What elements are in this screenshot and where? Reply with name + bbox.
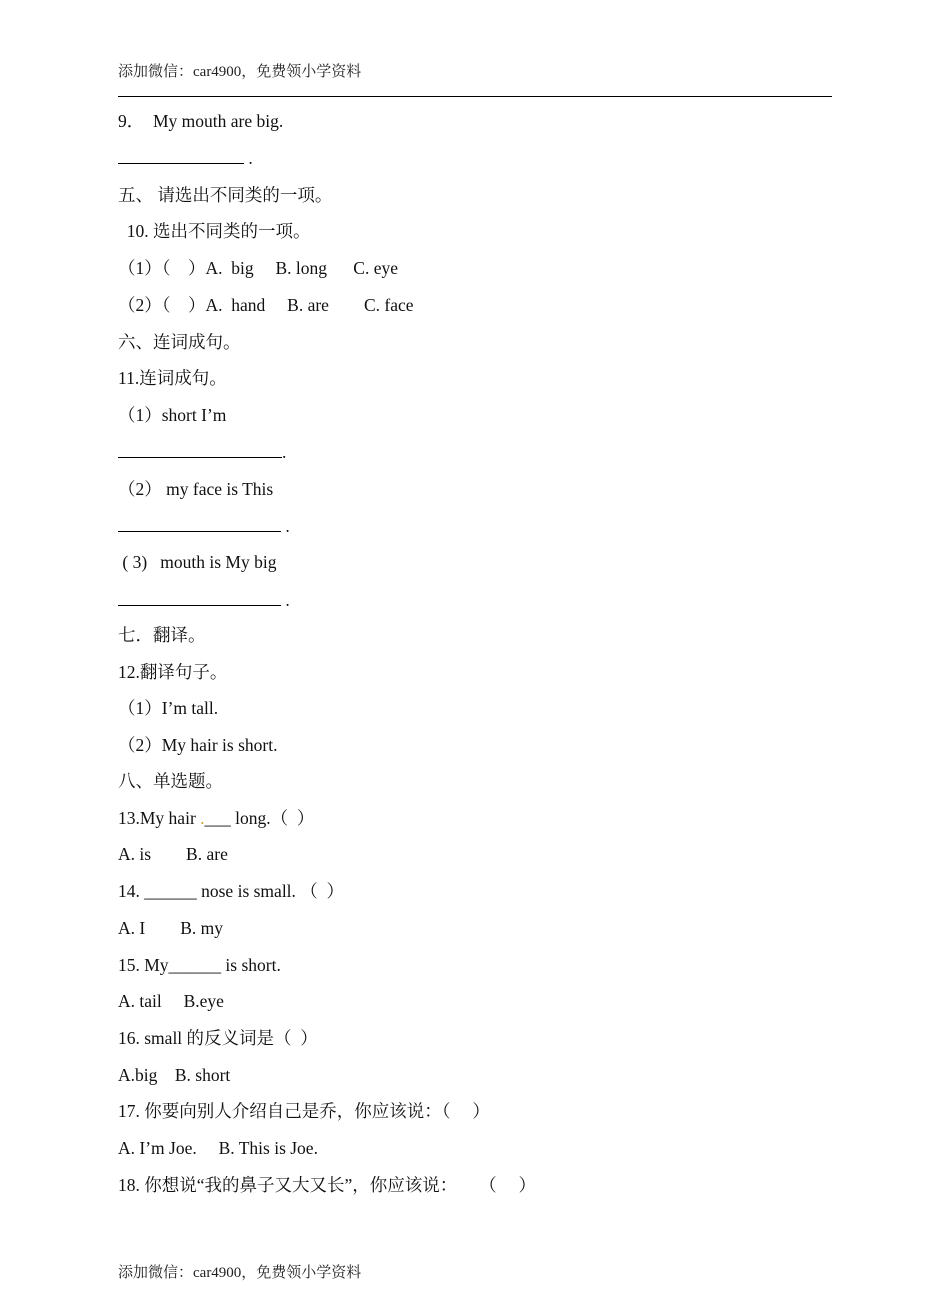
- answer-blank: [118, 147, 244, 164]
- q10-title: 10. 选出不同类的一项。: [118, 221, 311, 241]
- q10-item-2: （2）（ ）A. hand B. are C. face: [118, 295, 414, 315]
- q11-answer-1: [118, 441, 286, 463]
- section-8-title: 八、单选题。: [118, 771, 223, 791]
- answer-period: .: [281, 516, 290, 536]
- q12-item-2: （2）My hair is short.: [118, 735, 278, 755]
- q16-question: 16. small 的反义词是（ ）: [118, 1028, 318, 1048]
- q11-answer-3: [118, 589, 290, 611]
- q18-question: 18. 你想说“我的鼻子又大又长”，你应该说： （ ）: [118, 1175, 537, 1195]
- answer-blank: [118, 589, 281, 606]
- q16-options: A.big B. short: [118, 1065, 231, 1085]
- page-footer: 添加微信：car4900，免费领小学资料: [118, 1265, 362, 1281]
- q9-answer-line: [118, 147, 253, 169]
- answer-period: .: [244, 148, 253, 168]
- page-header: 添加微信：car4900，免费领小学资料: [118, 64, 362, 80]
- q11-item-1: （1）short I’m: [118, 405, 227, 425]
- q17-question: 17. 你要向别人介绍自己是乔，你应该说：（ ）: [118, 1101, 490, 1121]
- q12-item-1: （1）I’m tall.: [118, 698, 219, 718]
- q11-item-3: ( 3) mouth is My big: [118, 552, 277, 572]
- q13-question: [118, 807, 314, 829]
- q11-answer-2: [118, 515, 290, 537]
- q13-part-1: 13.My hair: [118, 808, 201, 828]
- q9-line: 9． My mouth are big.: [118, 111, 284, 131]
- section-7-title: 七．翻译。: [118, 625, 206, 645]
- q13-options: A. is B. are: [118, 844, 228, 864]
- q14-options: A. I B. my: [118, 918, 223, 938]
- q11-title: 11.连词成句。: [118, 368, 227, 388]
- q15-question: 15. My______ is short.: [118, 955, 281, 975]
- section-6-title: 六、连词成句。: [118, 332, 241, 352]
- answer-period: .: [282, 442, 287, 462]
- q13-part-2: ___ long.（ ）: [204, 808, 315, 828]
- q10-item-1: （1）（ ）A. big B. long C. eye: [118, 258, 398, 278]
- answer-period: .: [281, 590, 290, 610]
- q12-title: 12.翻译句子。: [118, 662, 228, 682]
- q11-item-2: （2） my face is This: [118, 479, 274, 499]
- q14-question: 14. ______ nose is small. （ ）: [118, 881, 345, 901]
- section-5-title: 五、 请选出不同类的一项。: [118, 185, 333, 205]
- answer-blank: [118, 515, 281, 532]
- q15-options: A. tail B.eye: [118, 991, 224, 1011]
- q17-options: A. I’m Joe. B. This is Joe.: [118, 1138, 318, 1158]
- answer-blank: [118, 441, 282, 458]
- header-rule: [118, 96, 832, 97]
- q13-dot: .: [200, 808, 205, 828]
